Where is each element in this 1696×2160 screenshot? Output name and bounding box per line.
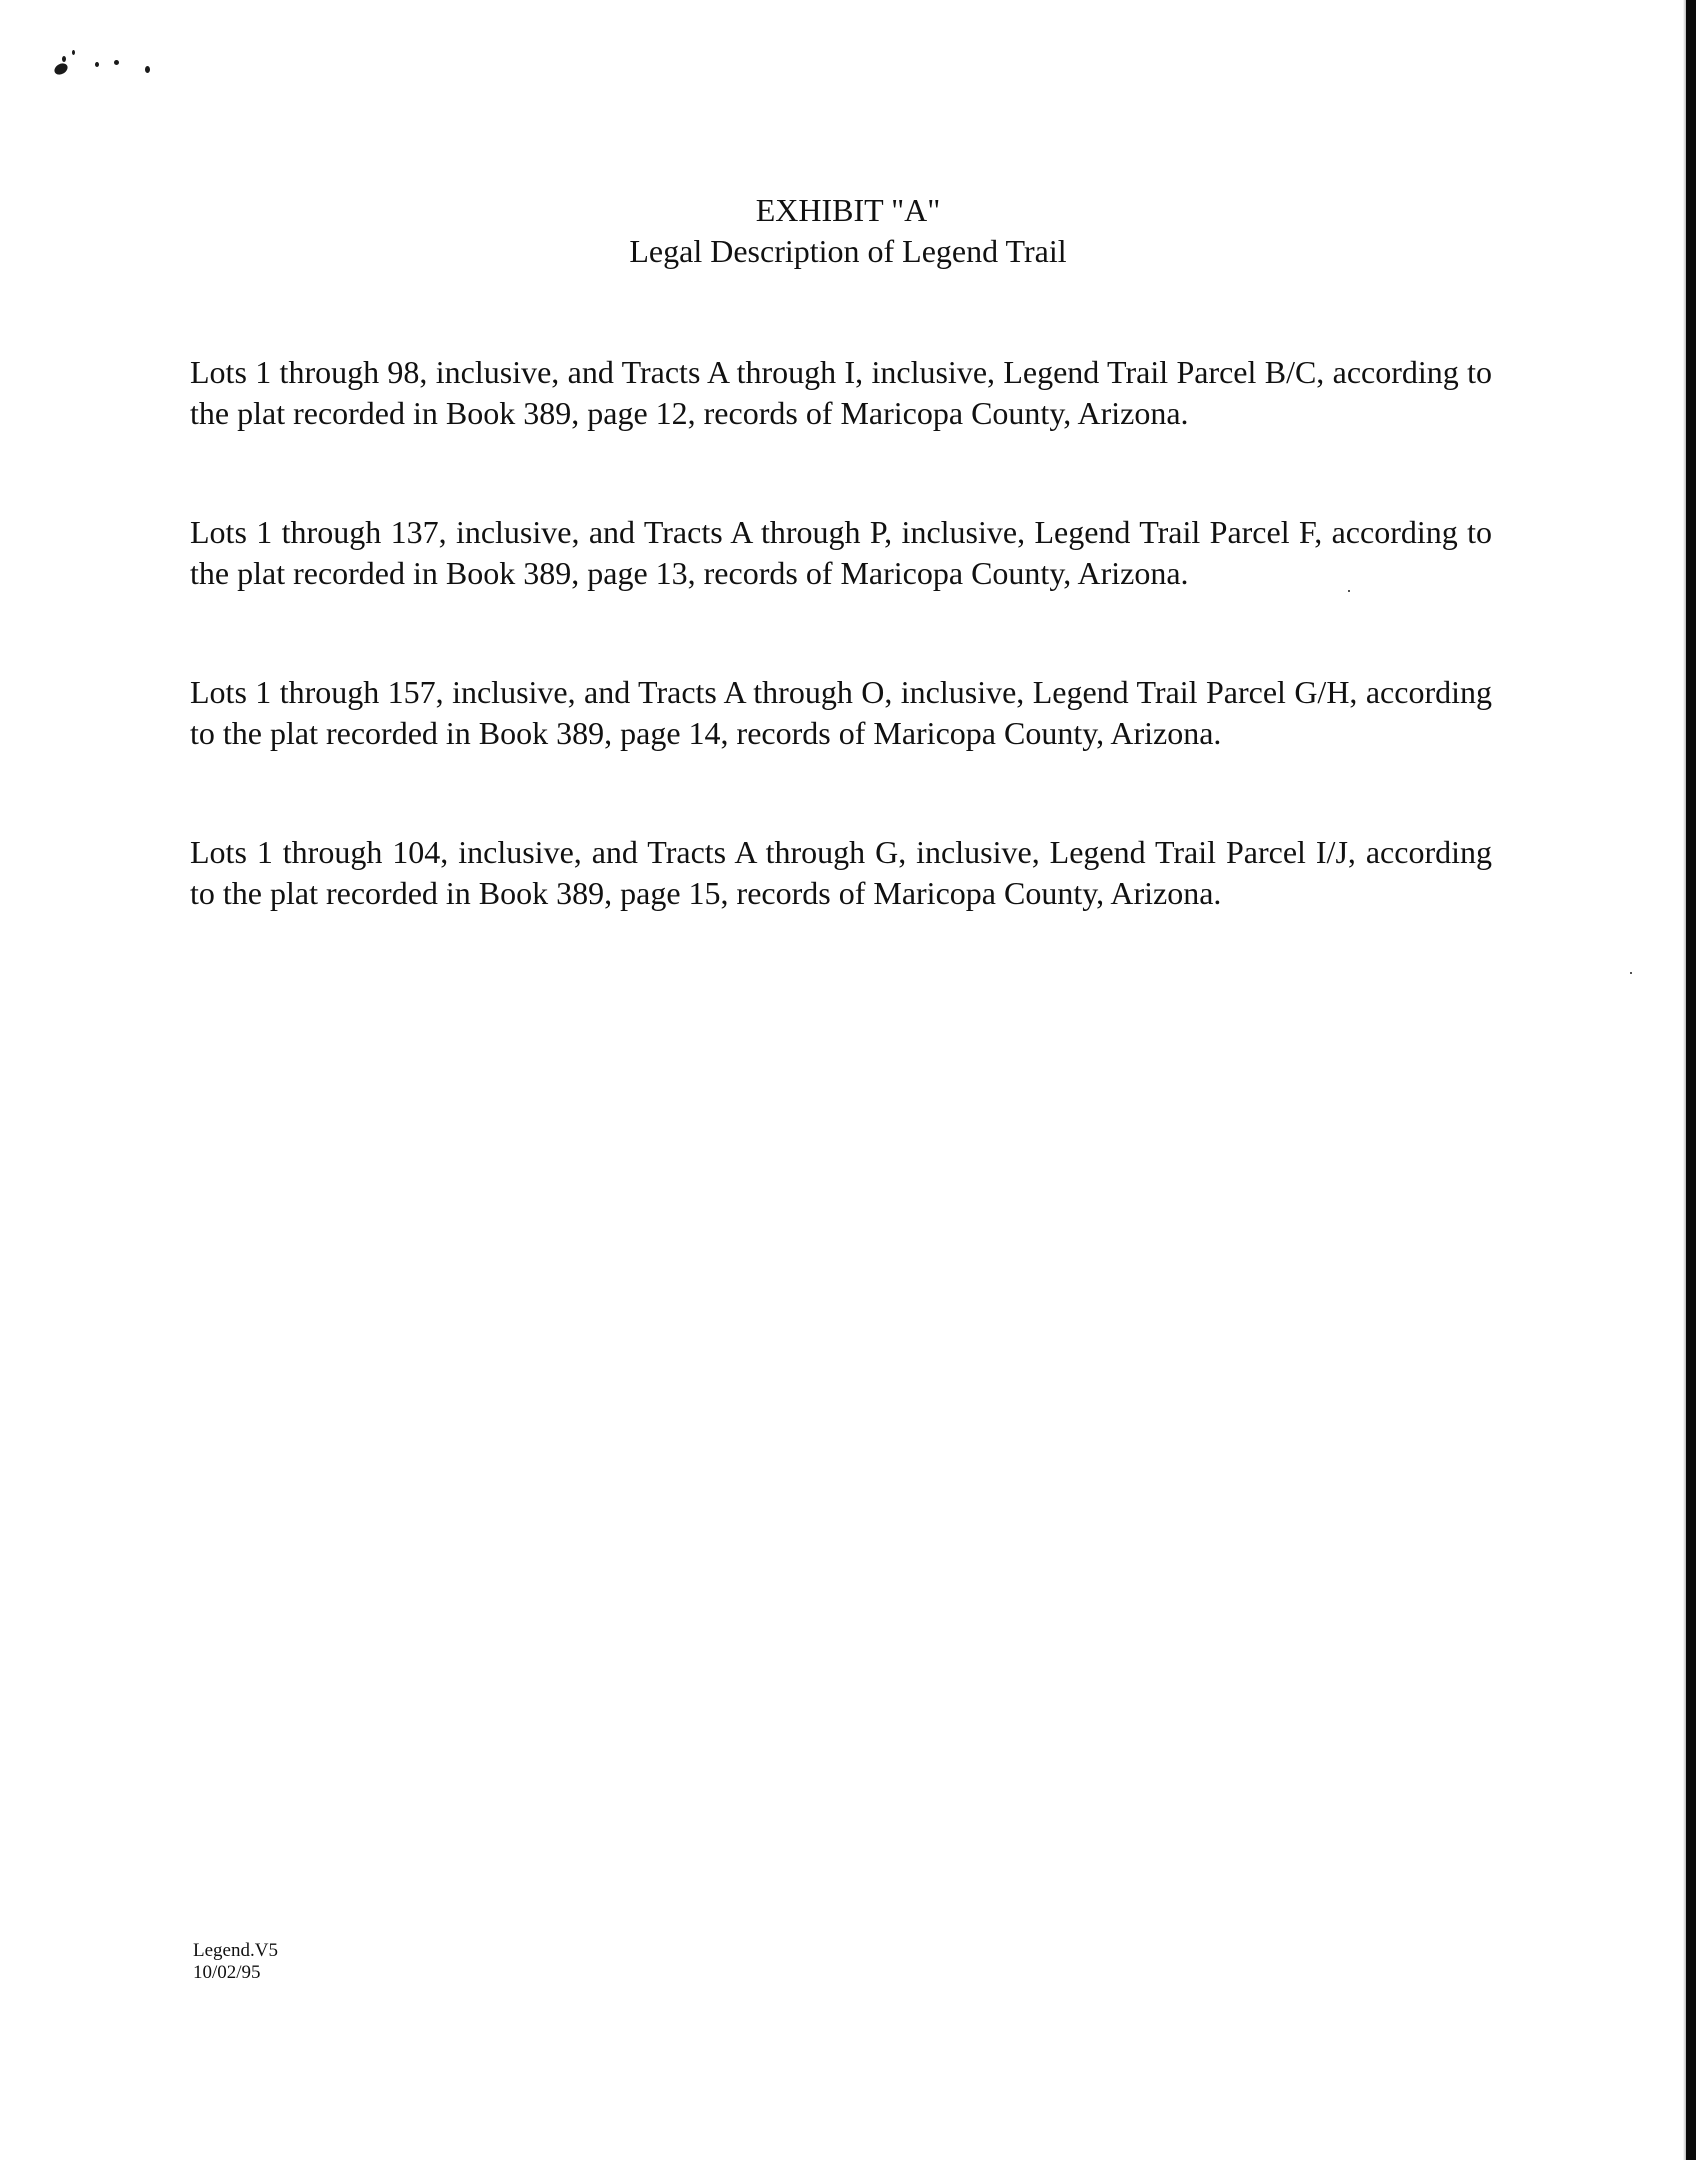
- scan-speck: [62, 56, 66, 62]
- exhibit-subtitle: Legal Description of Legend Trail: [629, 233, 1067, 269]
- legal-paragraph-2: [190, 512, 1492, 594]
- scan-speck: [72, 50, 75, 55]
- scan-speck: [1630, 972, 1632, 974]
- scan-speck: [95, 62, 99, 67]
- paragraph-text: Lots 1 through 137, inclusive, and Tracts A through P, inclusive, Legend Trail Parcel F, according to the plat recorded in Book 389, page 13, records of Maricopa County, Arizona.: [190, 514, 1492, 591]
- scan-speck: [145, 66, 150, 73]
- footer-doc-id: Legend.V5: [193, 1940, 278, 1961]
- legal-paragraph-1: [190, 352, 1492, 434]
- legal-paragraph-3: [190, 672, 1492, 754]
- exhibit-header: [0, 190, 1696, 272]
- legal-paragraph-4: [190, 832, 1492, 914]
- scan-speck: [52, 61, 69, 77]
- paragraph-text: Lots 1 through 98, inclusive, and Tracts A through I, inclusive, Legend Trail Parcel B/C, according to the plat recorded in Book 389, page 12, records of Maricopa County, Arizona.: [190, 354, 1492, 431]
- scan-edge: [1686, 0, 1696, 2160]
- paragraph-text: Lots 1 through 157, inclusive, and Tracts A through O, inclusive, Legend Trail Parcel G/H, according to the plat recorded in Book 389, page 14, records of Maricopa County, Arizona.: [190, 674, 1492, 751]
- scan-speck: [114, 60, 119, 65]
- footer-date: 10/02/95: [193, 1962, 261, 1983]
- document-footer: [193, 1940, 278, 1984]
- paragraph-text: Lots 1 through 104, inclusive, and Tracts A through G, inclusive, Legend Trail Parcel I/J, according to the plat recorded in Book 389, page 15, records of Maricopa County, Arizona.: [190, 834, 1492, 911]
- exhibit-title: EXHIBIT "A": [755, 192, 941, 228]
